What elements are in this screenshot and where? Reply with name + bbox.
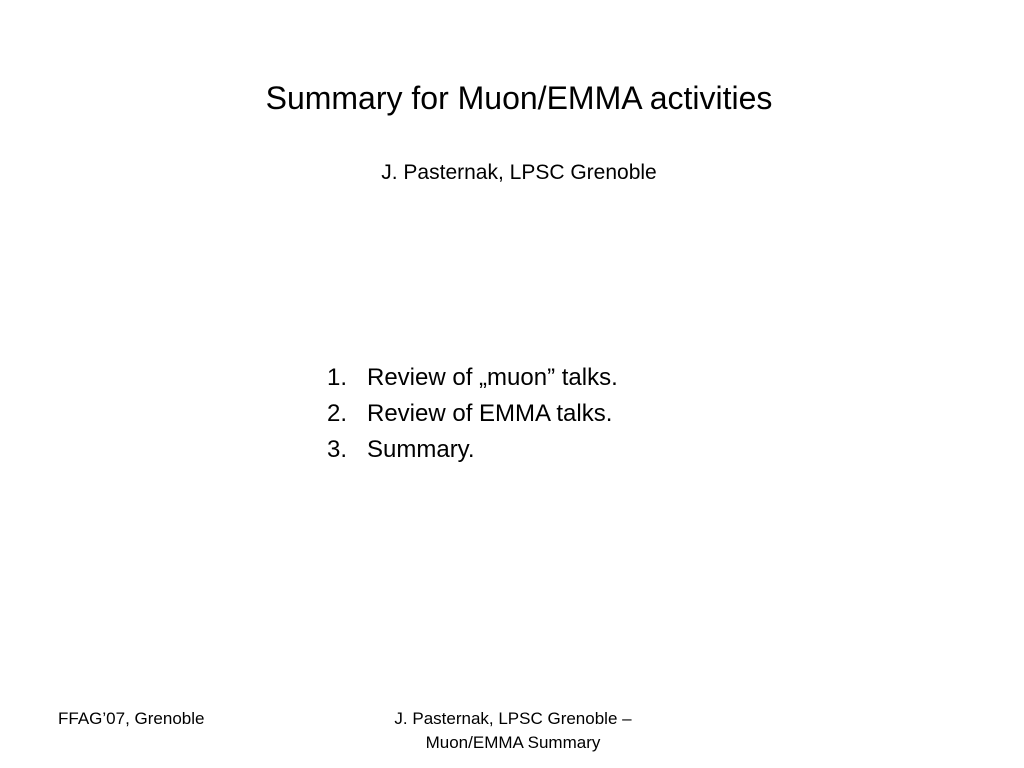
agenda-item-number: 2. (327, 400, 348, 427)
footer-author (352, 707, 674, 755)
agenda-item-text: Review of „muon” talks. (367, 364, 618, 391)
agenda-item (327, 396, 618, 432)
agenda-item-number: 3. (327, 436, 348, 463)
agenda-item (327, 432, 618, 468)
slide-subtitle: J. Pasternak, LPSC Grenoble (381, 161, 657, 184)
footer-conference: FFAG’07, Grenoble (58, 709, 205, 728)
agenda-list (327, 360, 618, 468)
footer-author-line2: Muon/EMMA Summary (425, 733, 601, 752)
footer-author-line1: J. Pasternak, LPSC Grenoble – (394, 709, 632, 728)
agenda-item (327, 360, 618, 396)
slide-title: Summary for Muon/EMMA activities (265, 80, 773, 116)
agenda-item-text: Summary. (367, 436, 475, 463)
agenda-item-number: 1. (327, 364, 348, 391)
agenda-item-text: Review of EMMA talks. (367, 400, 613, 427)
